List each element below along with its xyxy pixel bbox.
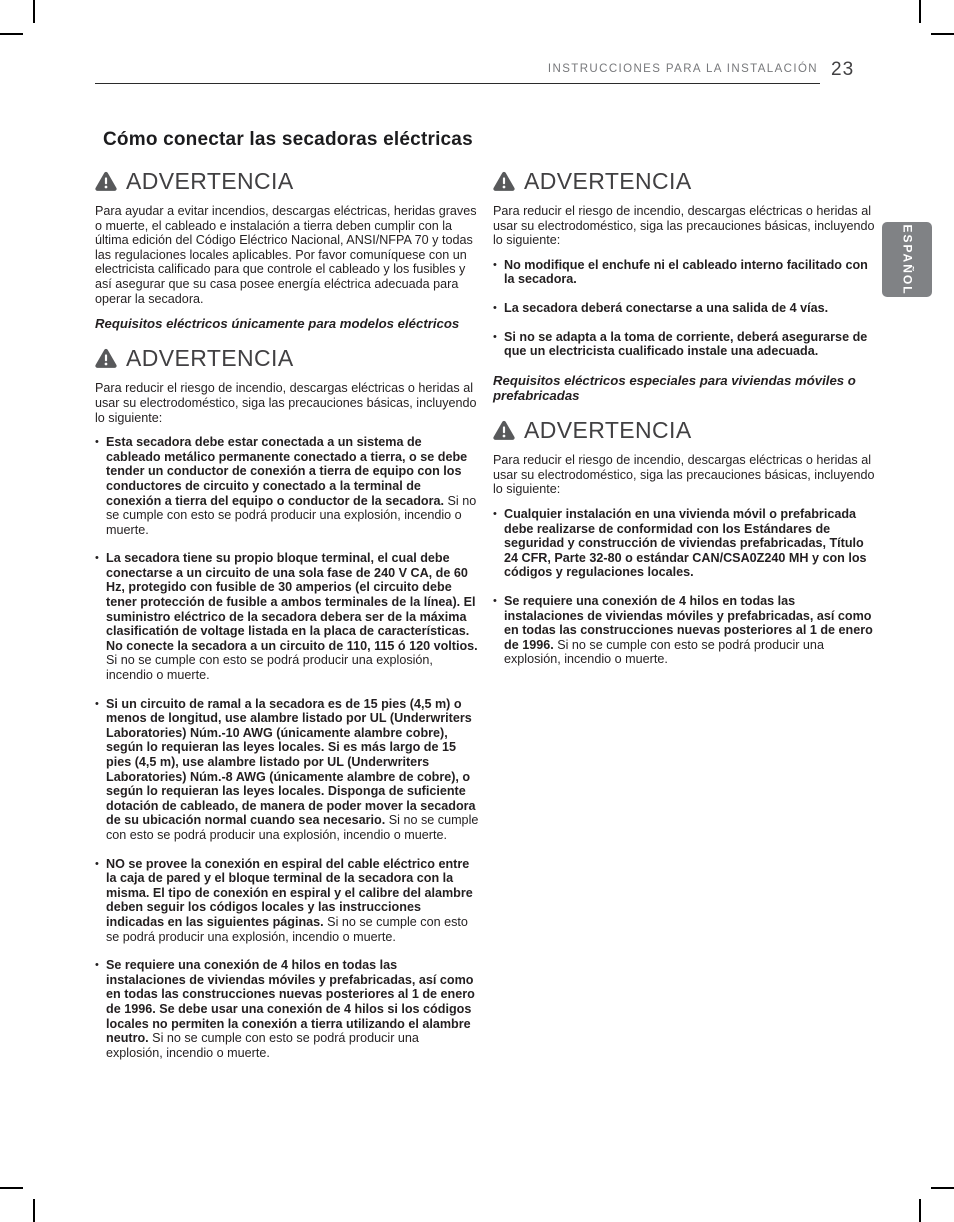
crop-mark-bottom-right-vertical [919,1199,921,1222]
advertencia-heading [95,344,479,372]
bullet-item [493,594,877,667]
paragraph: Para reducir el riesgo de incendio, descargas eléctricas o heridas al usar su electrodoméstico, siga las precauciones básicas, incluyendo lo siguiente: [493,204,875,248]
bullet-normal-text: Si no se cumple con esto se podrá producir una explosión, incendio o muerte. [106,653,433,683]
bullet-bold-text: Si no se adapta a la toma de corriente, deberá asegurarse de que un electricista cualificado instale una adecuada. [504,329,868,359]
advertencia-label: ADVERTENCIA [524,417,692,444]
crop-mark-top-left-vertical [33,0,35,23]
section-subheading: Requisitos eléctricos únicamente para modelos eléctricos [95,316,460,332]
bullet-bold-text: Esta secadora debe estar conectada a un sistema de cableado metálico permanente conectado a tierra, o se debe tender un conductor de conexión a tierra de equipo con los conductores de circuito y conectado a la terminal de conexión a tierra del equipo o conductor de la secadora. [106,435,468,508]
bullet-list [95,435,479,1060]
paragraph: Para reducir el riesgo de incendio, descargas eléctricas o heridas al usar su electrodoméstico, siga las precauciones básicas, incluyendo lo siguiente: [95,381,477,425]
advertencia-heading [493,416,877,444]
crop-mark-top-left-horizontal [0,33,23,35]
bullet-list [493,507,877,667]
warning-triangle-icon [95,171,117,191]
crop-mark-top-right-vertical [919,0,921,23]
bullet-bold-text: Se requiere una conexión de 4 hilos en todas las instalaciones de viviendas móviles y prefabricadas, así como en todas las construcciones nuevas posteriores al 1 de enero de 1996. [504,593,873,652]
warning-triangle-icon [493,171,515,191]
bullet-bold-text: La secadora deberá conectarse a una salida de 4 vías. [504,300,829,315]
bullet-item [95,958,479,1060]
language-tab-label: ESPAÑOL [900,223,914,296]
running-header: INSTRUCCIONES PARA LA INSTALACIÓN [547,63,818,75]
paragraph: Para reducir el riesgo de incendio, descargas eléctricas o heridas al usar su electrodoméstico, siga las precauciones básicas, incluyendo lo siguiente: [493,453,875,497]
bullet-item [95,435,479,537]
advertencia-label: ADVERTENCIA [126,168,294,194]
bullet-item [493,330,877,359]
page-number: 23 [831,59,855,80]
bullet-item [493,507,877,580]
bullet-normal-text: Si no se cumple con esto se podrá producir una explosión, incendio o muerte. [106,914,468,944]
bullet-bold-text: Cualquier instalación en una vivienda móvil o prefabricada debe realizarse de conformidad con los Estándares de seguridad y construcción de viviendas prefabricadas, Título 24 CFR, Parte 32-80 o estándar CAN/CSA0Z240 MH y con los códigos y regulaciones locales. [504,506,867,580]
advertencia-label: ADVERTENCIA [126,345,294,372]
header-rule [95,83,820,84]
bullet-item [95,857,479,945]
bullet-item [493,301,877,316]
bullet-item [95,697,479,843]
bullet-bold-text: NO se provee la conexión en espiral del cable eléctrico entre la caja de pared y el bloque terminal de la secadora con la misma. El tipo de conexión en espiral y el calibre del alambre deben seguir los códigos locales y las instrucciones indicadas en las siguientes páginas. [106,856,473,929]
warning-triangle-icon [493,420,515,440]
right-column [493,167,877,681]
crop-mark-bottom-left-vertical [33,1199,35,1222]
bullet-list [493,258,877,359]
crop-mark-bottom-right-horizontal [931,1187,954,1189]
bullet-bold-text: Se requiere una conexión de 4 hilos en todas las instalaciones de viviendas móviles y prefabricadas, así como en todas las construcciones nuevas posteriores al 1 de enero de 1996. Se debe usar una conexión de 4 hilos si los códigos locales no permiten la conexión a tierra utilizando el alambre neutro. [106,958,475,1046]
advertencia-heading [95,167,479,195]
bullet-bold-text: Si un circuito de ramal a la secadora es de 15 pies (4,5 m) o menos de longitud, use alambre listado por UL (Underwriters Laboratories) Núm.-10 AWG (únicamente alambre cobre), según lo requieran las leyes locales. Si es más largo de 15 pies (4,5 m), use alambre listado por UL (Underwriters Laboratories) Núm.-8 AWG (únicamente alambre de cobre), o según lo requieran las leyes locales. Disponga de suficiente dotación de cableado, de manera de poder mover la secadora de su ubicación normal cuando sea necesario. [106,696,476,828]
bullet-normal-text: Si no se cumple con esto se podrá producir una explosión, incendio o muerte. [106,813,479,842]
bullet-normal-text: Si no se cumple con esto se podrá producir una explosión, incendio o muerte. [106,493,477,537]
warning-triangle-icon [95,348,117,368]
language-tab-espanol [882,222,932,297]
bullet-bold-text: La secadora tiene su propio bloque terminal, el cual debe conectarse a un circuito de una sola fase de 240 V CA, de 60 Hz, protegido con fusible de 30 amperios (el circuito debe tener protección de fusible a ambos terminales de la línea). El suministro eléctrico de la secadora debera ser de la máxima clasificatión de voltage listada en la placa de características. No conecte la secadora a un circuito de 110, 115 ó 120 voltios. [106,551,478,653]
left-column [95,167,479,1074]
crop-mark-bottom-left-horizontal [0,1187,23,1189]
bullet-item [493,258,877,287]
paragraph: Para ayudar a evitar incendios, descargas eléctricas, heridas graves o muerte, el cableado e instalación a tierra deben cumplir con la última edición del Código Eléctrico Nacional, ANSI/NFPA 70 y todas las regulaciones locales aplicables. Por favor comuníquese con un electricista calificado para que controle el cableado y los fusibles y así asegurar que su casa posee energía eléctrica adecuada para operar la secadora. [95,204,477,306]
page-title: Cómo conectar las secadoras eléctricas [103,129,473,150]
crop-mark-top-right-horizontal [931,33,954,35]
section-subheading: Requisitos eléctricos especiales para viviendas móviles o prefabricadas [493,372,856,403]
bullet-normal-text: Si no se cumple con esto se podrá producir una explosión, incendio o muerte. [106,1031,419,1060]
bullet-item [95,551,479,682]
bullet-bold-text: No modifique el enchufe ni el cableado interno facilitado con la secadora. [504,257,868,287]
advertencia-heading [493,167,877,195]
advertencia-label: ADVERTENCIA [524,168,692,194]
bullet-normal-text: Si no se cumple con esto se podrá producir una explosión, incendio o muerte. [504,637,824,667]
